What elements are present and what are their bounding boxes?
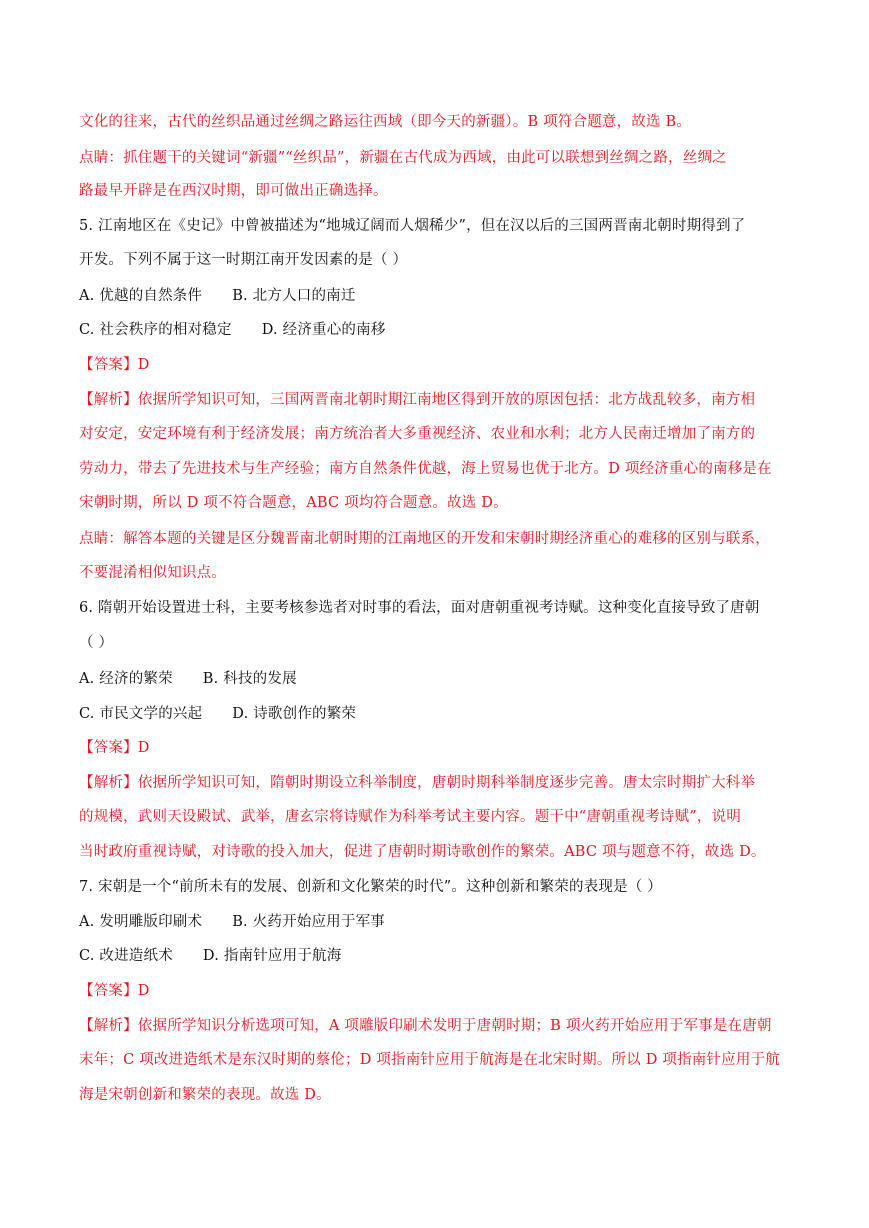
q7-options-row-1 xyxy=(79,912,799,932)
q6-analysis-line-1: 【解析】依据所学知识可知，隋朝时期设立科举制度，唐朝时期科举制度逐步完善。唐太宗时期扩大科举 xyxy=(79,775,756,791)
q5-stem-line-1: 5. 江南地区在《史记》中曾被描述为“地城辽阔而人烟稀少”，但在汉以后的三国两晋南北朝时期得到了 xyxy=(79,218,746,234)
q5-option-a: A. 优越的自然条件 xyxy=(79,288,203,304)
q6-option-b: B. 科技的发展 xyxy=(202,671,297,687)
q6-option-d: D. 诗歌创作的繁荣 xyxy=(232,706,357,722)
q5-hint-line-2: 不要混淆相似知识点。 xyxy=(79,565,226,581)
q4-analysis-continued: 文化的往来，古代的丝织品通过丝绸之路运往西域（即今天的新疆）。B 项符合题意，故选 B。 xyxy=(79,114,692,130)
q7-stem: 7. 宋朝是一个“前所未有的发展、创新和文化繁荣的时代”。这种创新和繁荣的表现是（ ） xyxy=(79,879,662,895)
q5-option-d: D. 经济重心的南移 xyxy=(261,322,386,338)
q4-hint-line-1: 点睛：抓住题干的关键词“新疆”“丝织品”，新疆在古代成为西域，由此可以联想到丝绸之路，丝绸之 xyxy=(79,150,727,166)
q5-hint-line-1: 点睛：解答本题的关键是区分魏晋南北朝时期的江南地区的开发和宋朝时期经济重心的难移的区别与联系， xyxy=(79,531,770,547)
q5-option-c: C. 社会秩序的相对稳定 xyxy=(79,322,232,338)
q7-analysis-line-3: 海是宋朝创新和繁荣的表现。故选 D。 xyxy=(79,1087,331,1103)
q6-option-a: A. 经济的繁荣 xyxy=(79,671,173,687)
q5-analysis-line-3: 劳动力，带去了先进技术与生产经验；南方自然条件优越，海上贸易也优于北方。D 项经济重心的南移是在 xyxy=(79,461,772,477)
q6-stem-line-2: （ ） xyxy=(79,635,114,651)
q6-analysis-line-2: 的规模，武则天设殿试、武举，唐玄宗将诗赋作为科举考试主要内容。题干中“唐朝重视考诗赋”，说明 xyxy=(79,809,742,825)
q6-options-row-1 xyxy=(79,669,799,689)
q6-stem-line-1: 6. 隋朝开始设置进士科，主要考核参选者对时事的看法，面对唐朝重视考诗赋。这种变化直接导致了唐朝 xyxy=(79,600,760,616)
q5-option-b: B. 北方人口的南迁 xyxy=(232,288,356,304)
q6-option-c: C. 市民文学的兴起 xyxy=(79,706,203,722)
q5-stem-line-2: 开发。下列不属于这一时期江南开发因素的是（ ） xyxy=(79,252,408,268)
q5-analysis-line-2: 对安定，安定环境有利于经济发展；南方统治者大多重视经济、农业和水利；北方人民南迁增加了南方的 xyxy=(79,426,756,442)
q6-analysis-line-3: 当时政府重视诗赋，对诗歌的投入加大，促进了唐朝时期诗歌创作的繁荣。ABC 项与题意不符，故选 D。 xyxy=(79,844,766,860)
q4-hint-line-2: 路最早开辟是在西汉时期，即可做出正确选择。 xyxy=(79,183,388,199)
q5-analysis-line-4: 宋朝时期，所以 D 项不符合题意，ABC 项均符合题意。故选 D。 xyxy=(79,495,508,511)
q7-options-row-2 xyxy=(79,946,799,966)
q7-analysis-line-1: 【解析】依据所学知识分析选项可知，A 项雕版印刷术发明于唐朝时期；B 项火药开始应用于军事是在唐朝 xyxy=(79,1018,772,1034)
q7-option-c: C. 改进造纸术 xyxy=(79,948,173,964)
q5-options-row-1 xyxy=(79,286,799,306)
q7-option-b: B. 火药开始应用于军事 xyxy=(232,914,385,930)
q5-analysis-line-1: 【解析】依据所学知识可知，三国两晋南北朝时期江南地区得到开放的原因包括：北方战乱较多，南方相 xyxy=(79,392,756,408)
q6-answer: 【答案】D xyxy=(79,740,150,756)
q7-option-d: D. 指南针应用于航海 xyxy=(202,948,342,964)
q7-answer: 【答案】D xyxy=(79,983,150,999)
q5-answer: 【答案】D xyxy=(79,357,150,373)
q5-options-row-2 xyxy=(79,320,799,340)
q6-options-row-2 xyxy=(79,704,799,724)
q7-analysis-line-2: 末年；C 项改进造纸术是东汉时期的蔡伦；D 项指南针应用于航海是在北宋时期。所以 D 项指南针应用于航 xyxy=(79,1052,780,1068)
q7-option-a: A. 发明雕版印刷术 xyxy=(79,914,203,930)
